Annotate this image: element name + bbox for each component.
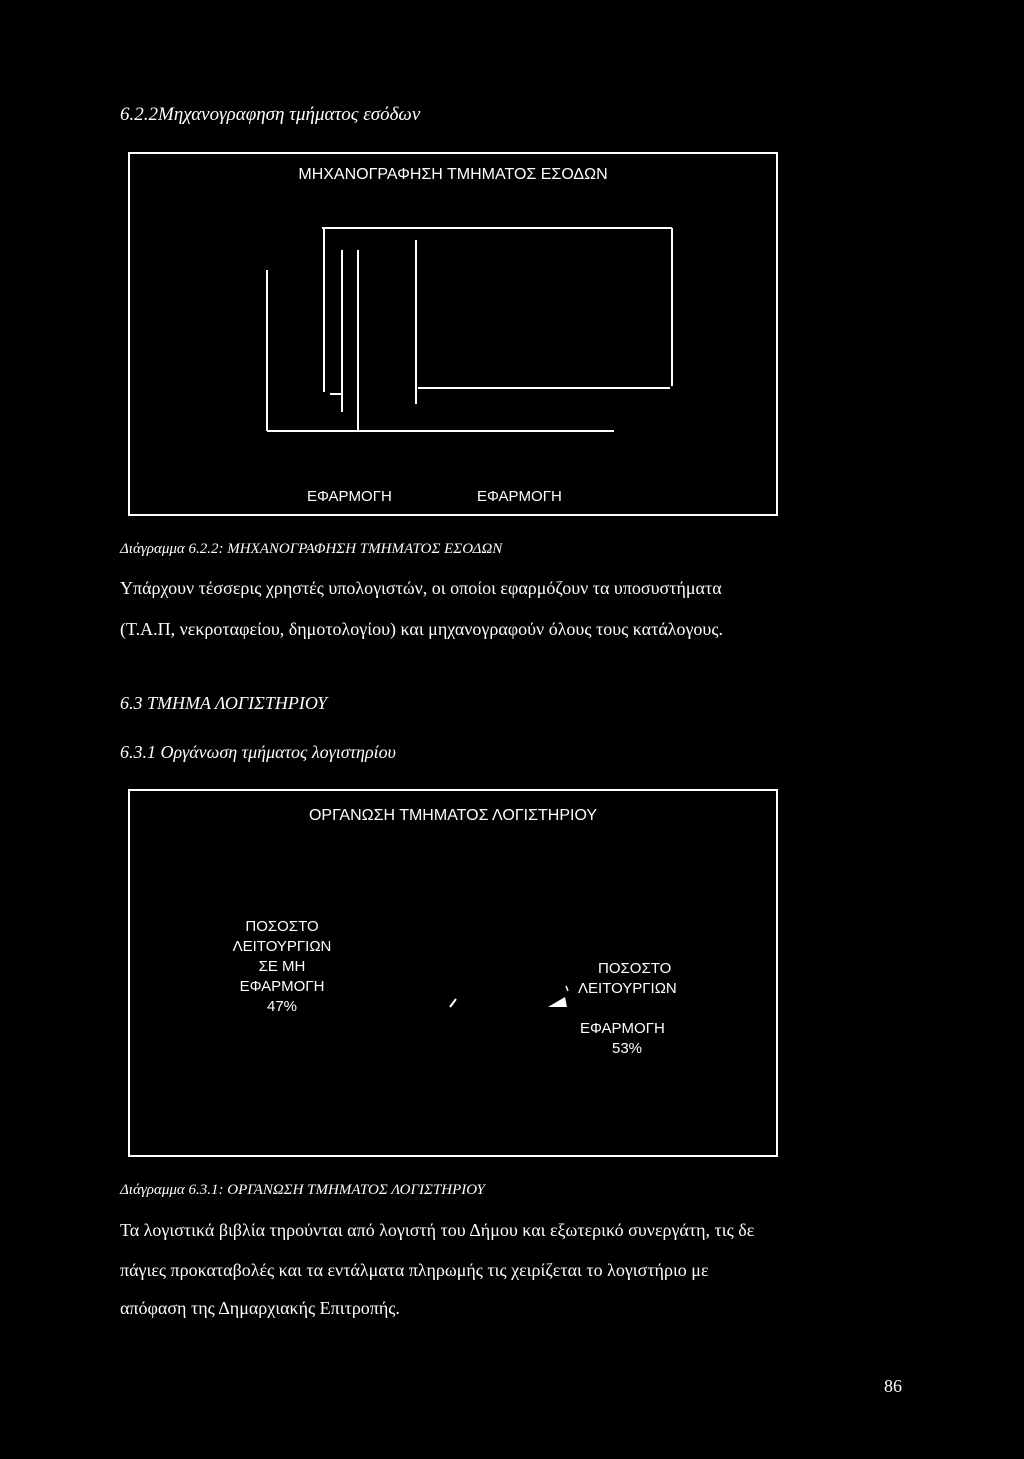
paragraph-2-line-3: απόφαση της Δημαρχιακής Επιτροπής. <box>120 1298 400 1318</box>
section-heading-6-3-1: 6.3.1 Οργάνωση τμήματος λογιστηρίου <box>120 742 396 762</box>
paragraph-1-line-1: Υπάρχουν τέσσερις χρηστές υπολογιστών, οι οποίοι εφαρμόζουν τα υποσυστήματα <box>120 578 722 598</box>
figure-2-box <box>128 789 778 1157</box>
pie-leader-left <box>450 999 456 1007</box>
pie-label-applied-line-2: ΛΕΙΤΟΥΡΓΙΩΝ <box>578 980 677 997</box>
figure-2-caption: Διάγραμμα 6.3.1: ΟΡΓΑΝΩΣΗ ΤΜΗΜΑΤΟΣ ΛΟΓΙΣΤΗΡΙΟΥ <box>120 1182 485 1198</box>
pie-label-non-applied-line-1: ΠΟΣΟΣΤΟ <box>245 918 319 935</box>
pie-label-applied-line-1: ΠΟΣΟΣΤΟ <box>598 960 672 977</box>
pie-value-applied: 53% <box>612 1040 643 1057</box>
figure-1-title: ΜΗΧΑΝΟΓΡΑΦΗΣΗ ΤΜΗΜΑΤΟΣ ΕΣΟΔΩΝ <box>298 166 608 183</box>
figure-1-label-1: ΕΦΑΡΜΟΓΗ <box>307 488 392 505</box>
figure-1-label-2: ΕΦΑΡΜΟΓΗ <box>477 488 562 505</box>
figure-2-title: ΟΡΓΑΝΩΣΗ ΤΜΗΜΑΤΟΣ ΛΟΓΙΣΤΗΡΙΟΥ <box>308 807 598 824</box>
paragraph-1-line-2: (Τ.Α.Π, νεκροταφείου, δημοτολογίου) και μηχανογραφούν όλους τους κατάλογους. <box>120 619 723 639</box>
paragraph-2-line-2: πάγιες προκαταβολές και τα εντάλματα πληρωμής τις χειρίζεται το λογιστήριο με <box>120 1260 709 1280</box>
pie-label-non-applied-line-2: ΛΕΙΤΟΥΡΓΙΩΝ <box>232 938 332 955</box>
section-heading-6-3: 6.3 ΤΜΗΜΑ ΛΟΓΙΣΤΗΡΙΟΥ <box>120 693 328 713</box>
figure-1-caption: Διάγραμμα 6.2.2: ΜΗΧΑΝΟΓΡΑΦΗΣΗ ΤΜΗΜΑΤΟΣ ΕΣΟΔΩΝ <box>120 541 503 557</box>
pie-value-non-applied: 47% <box>266 998 298 1015</box>
pie-label-applied <box>568 959 708 1059</box>
section-heading-6-2-2: 6.2.2Μηχανογραφηση τμήματος εσόδων <box>120 104 421 125</box>
pie-label-non-applied-line-3: ΣΕ ΜΗ <box>258 958 306 975</box>
page-number: 86 <box>884 1376 902 1396</box>
pie-label-non-applied-line-4: ΕΦΑΡΜΟΓΗ <box>239 978 325 995</box>
figure-1-diagram <box>128 152 778 516</box>
figure-1-box <box>128 152 778 516</box>
pie-leader-right <box>548 997 567 1007</box>
paragraph-2-line-1: Τα λογιστικά βιβλία τηρούνται από λογιστή του Δήμου και εξωτερικό συνεργάτη, τις δε <box>120 1220 755 1240</box>
pie-label-applied-line-3: ΕΦΑΡΜΟΓΗ <box>580 1020 665 1037</box>
